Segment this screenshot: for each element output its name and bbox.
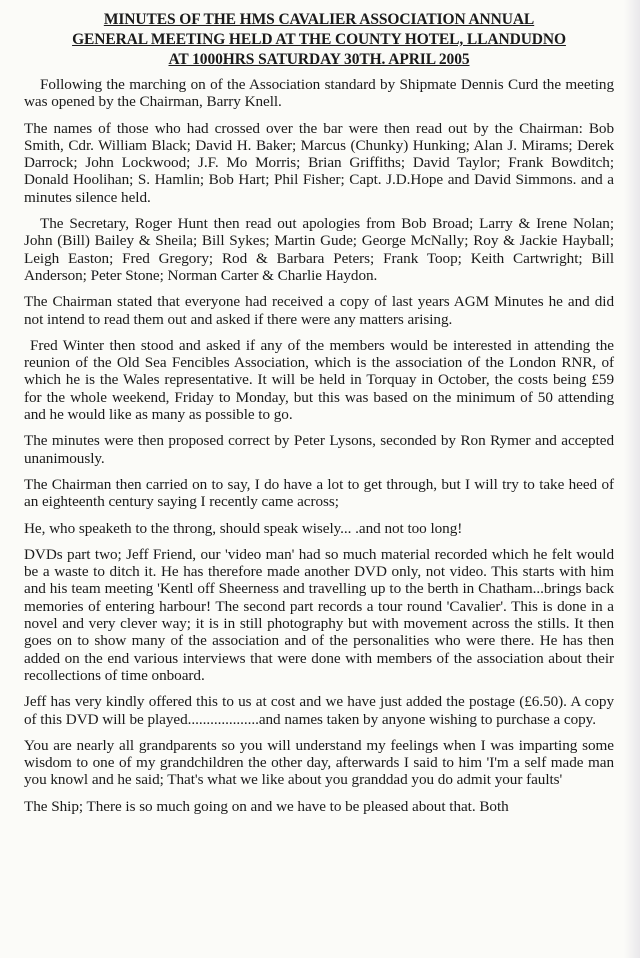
paragraph-quote: He, who speaketh to the throng, should speak wisely... .and not too long! bbox=[24, 519, 463, 537]
paragraph-dvd-cost: Jeff has very kindly offered this to us at cost and we have just added the postage (£6.50). A copy of this DVD will be played...................and names taken by anyone wishing to purchase a copy. bbox=[24, 693, 614, 728]
minutes-title bbox=[24, 10, 614, 70]
title-line-2: GENERAL MEETING HELD AT THE COUNTY HOTEL, LLANDUDNO bbox=[72, 31, 566, 48]
paragraph-sea-fencibles: Fred Winter then stood and asked if any of the members would be interested in attending the reunion of the Old Sea Fencibles Association, which is the association of the London RNR, of which he is the Wales representative. It will be held in Torquay in October, the costs being £59 for the whole weekend, Friday to Monday, but this was based on the minimum of 50 attending and he would like as many as possible to go. bbox=[24, 336, 614, 424]
paragraph-opening: Following the marching on of the Association standard by Shipmate Dennis Curd the meeting was opened by the Chairman, Barry Knell. bbox=[24, 76, 614, 111]
paragraph-grandparents: You are nearly all grandparents so you will understand my feelings when I was imparting some wisdom to one of my grandchildren the other day, afterwards I said to him 'I'm a self made man you knowl and he said; That's what we like about you granddad you do admit your faults' bbox=[24, 736, 614, 789]
paragraph-crossed-the-bar: The names of those who had crossed over the bar were then read out by the Chairman: Bob Smith, Cdr. William Black; David H. Baker; Marcus (Chunky) Hunking; Alan J. Mirams; Derek Darrock; John Lockwood; J.F. Mo Morris; Brian Griffiths; David Taylor; Frank Bowditch; Donald Hoolihan; S. Hamlin; Bob Hart; Phil Fisher; Capt. J.D.Hope and David Simmons. and a minutes silence held. bbox=[24, 119, 614, 206]
paragraph-the-ship: The Ship; There is so much going on and we have to be pleased about that. Both bbox=[24, 797, 509, 815]
paragraph-minutes-proposed: The minutes were then proposed correct by Peter Lysons, seconded by Ron Rymer and accepted unanimously. bbox=[24, 432, 614, 467]
page-edge-shadow bbox=[624, 0, 640, 958]
paragraph-chairman-remarks: The Chairman then carried on to say, I do have a lot to get through, but I will try to take heed of an eighteenth century saying I recently came across; bbox=[24, 475, 614, 511]
paragraph-previous-minutes: The Chairman stated that everyone had received a copy of last years AGM Minutes he and did not intend to read them out and asked if there were any matters arising. bbox=[24, 293, 614, 328]
title-line-1: MINUTES OF THE HMS CAVALIER ASSOCIATION ANNUAL bbox=[103, 11, 535, 28]
title-line-3: AT 1000HRS SATURDAY 30TH. APRIL 2005 bbox=[168, 51, 470, 68]
paragraph-dvds: DVDs part two; Jeff Friend, our 'video man' had so much material recorded which he felt would be a waste to ditch it. He has therefore made another DVD only, not video. This starts with him and his team meeting 'Kentl off Sheerness and travelling up to the berth in Chatham...brings back memories of entering harbour! The second part records a tour round 'Cavalier'. This is done in a novel and very clever way; it is in still photography but with movement across the stills. It then goes on to show many of the association and of the personalities who were there. He has then added on the end various interviews that were done with members of the association about their recollections of time onboard. bbox=[24, 545, 614, 684]
paragraph-apologies: The Secretary, Roger Hunt then read out apologies from Bob Broad; Larry & Irene Nolan; John (Bill) Bailey & Sheila; Bill Sykes; Martin Gude; George McNally; Roy & Jackie Hayball; Leigh Easton; Fred Gregory; Rod & Barbara Peters; Frank Toop; Keith Cartwright; Bill Anderson; Peter Stone; Norman Carter & Charlie Haydon. bbox=[24, 215, 614, 284]
